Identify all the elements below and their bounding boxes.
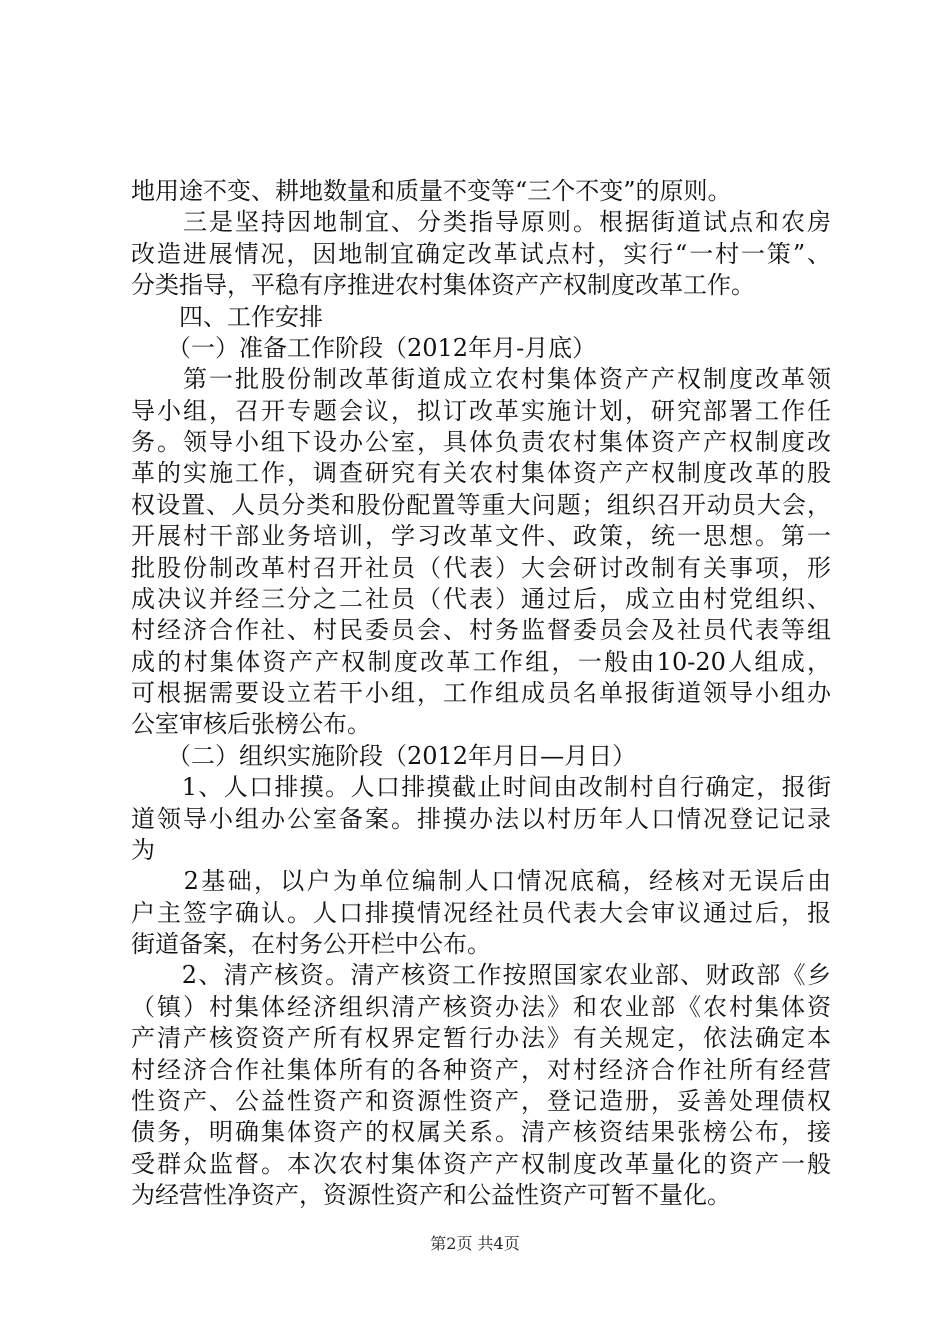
body-line: 成决议并经三分之二社员（代表）通过后，成立由村党组织、 — [131, 585, 831, 613]
body-line: 道领导小组办公室备案。排摸办法以村历年人口情况登记记录 — [131, 805, 831, 833]
body-line: 可根据需要设立若干小组，工作组成员名单报街道领导小组办 — [131, 679, 831, 707]
body-line: 2、清产核资。清产核资工作按照国家农业部、财政部《乡 — [131, 961, 831, 989]
body-line: 改造进展情况，因地制宜确定改革试点村，实行“一村一策”、 — [131, 240, 831, 268]
body-line: 产清产核资资产所有权界定暂行办法》有关规定，依法确定本 — [131, 1024, 831, 1052]
body-line: 街道备案，在村务公开栏中公布。 — [131, 930, 491, 958]
body-line: 务。领导小组下设办公室，具体负责农村集体资产产权制度改 — [131, 428, 831, 456]
body-line: 1、人口排摸。人口排摸截止时间由改制村自行确定，报街 — [131, 773, 831, 801]
body-line: 为经营性净资产，资源性资产和公益性资产可暂不量化。 — [131, 1181, 731, 1209]
subsection-heading: （一）准备工作阶段（2012年月-月底） — [131, 334, 597, 362]
subsection-heading: （二）组织实施阶段（2012年月日—月日） — [131, 742, 637, 770]
page-footer: 第2页 共4页 — [430, 1234, 520, 1253]
body-line: 分类指导，平稳有序推进农村集体资产产权制度改革工作。 — [131, 271, 755, 299]
body-line: 成的村集体资产产权制度改革工作组，一般由10-20人组成， — [131, 648, 831, 676]
body-line: （镇）村集体经济组织清产核资办法》和农业部《农村集体资 — [131, 993, 831, 1021]
body-line: 批股份制改革村召开社员（代表）大会研讨改制有关事项，形 — [131, 554, 831, 582]
body-line: 受群众监督。本次农村集体资产产权制度改革量化的资产一般 — [131, 1150, 831, 1178]
body-line: 三是坚持因地制宜、分类指导原则。根据街道试点和农房 — [131, 208, 831, 236]
body-line: 开展村干部业务培训，学习改革文件、政策，统一思想。第一 — [131, 522, 831, 550]
body-line: 第一批股份制改革街道成立农村集体资产产权制度改革领 — [131, 365, 831, 393]
body-line: 户主签字确认。人口排摸情况经社员代表大会审议通过后，报 — [131, 899, 831, 927]
body-line: 革的实施工作，调查研究有关农村集体资产产权制度改革的股 — [131, 459, 831, 487]
body-line: 权设置、人员分类和股份配置等重大问题；组织召开动员大会， — [131, 491, 831, 519]
section-heading: 四、工作安排 — [131, 303, 323, 331]
body-line: 2基础，以户为单位编制人口情况底稿，经核对无误后由 — [131, 867, 831, 895]
body-line: 债务，明确集体资产的权属关系。清产核资结果张榜公布，接 — [131, 1118, 831, 1146]
body-line: 性资产、公益性资产和资源性资产，登记造册，妥善处理债权 — [131, 1087, 831, 1115]
body-line: 导小组，召开专题会议，拟订改革实施计划，研究部署工作任 — [131, 397, 831, 425]
body-line: 地用途不变、耕地数量和质量不变等“三个不变”的原则。 — [131, 177, 732, 205]
body-line: 公室审核后张榜公布。 — [131, 710, 371, 738]
body-line: 村经济合作社集体所有的各种资产，对村经济合作社所有经营 — [131, 1056, 831, 1084]
body-line: 村经济合作社、村民委员会、村务监督委员会及社员代表等组 — [131, 616, 831, 644]
body-line: 为 — [131, 836, 155, 864]
